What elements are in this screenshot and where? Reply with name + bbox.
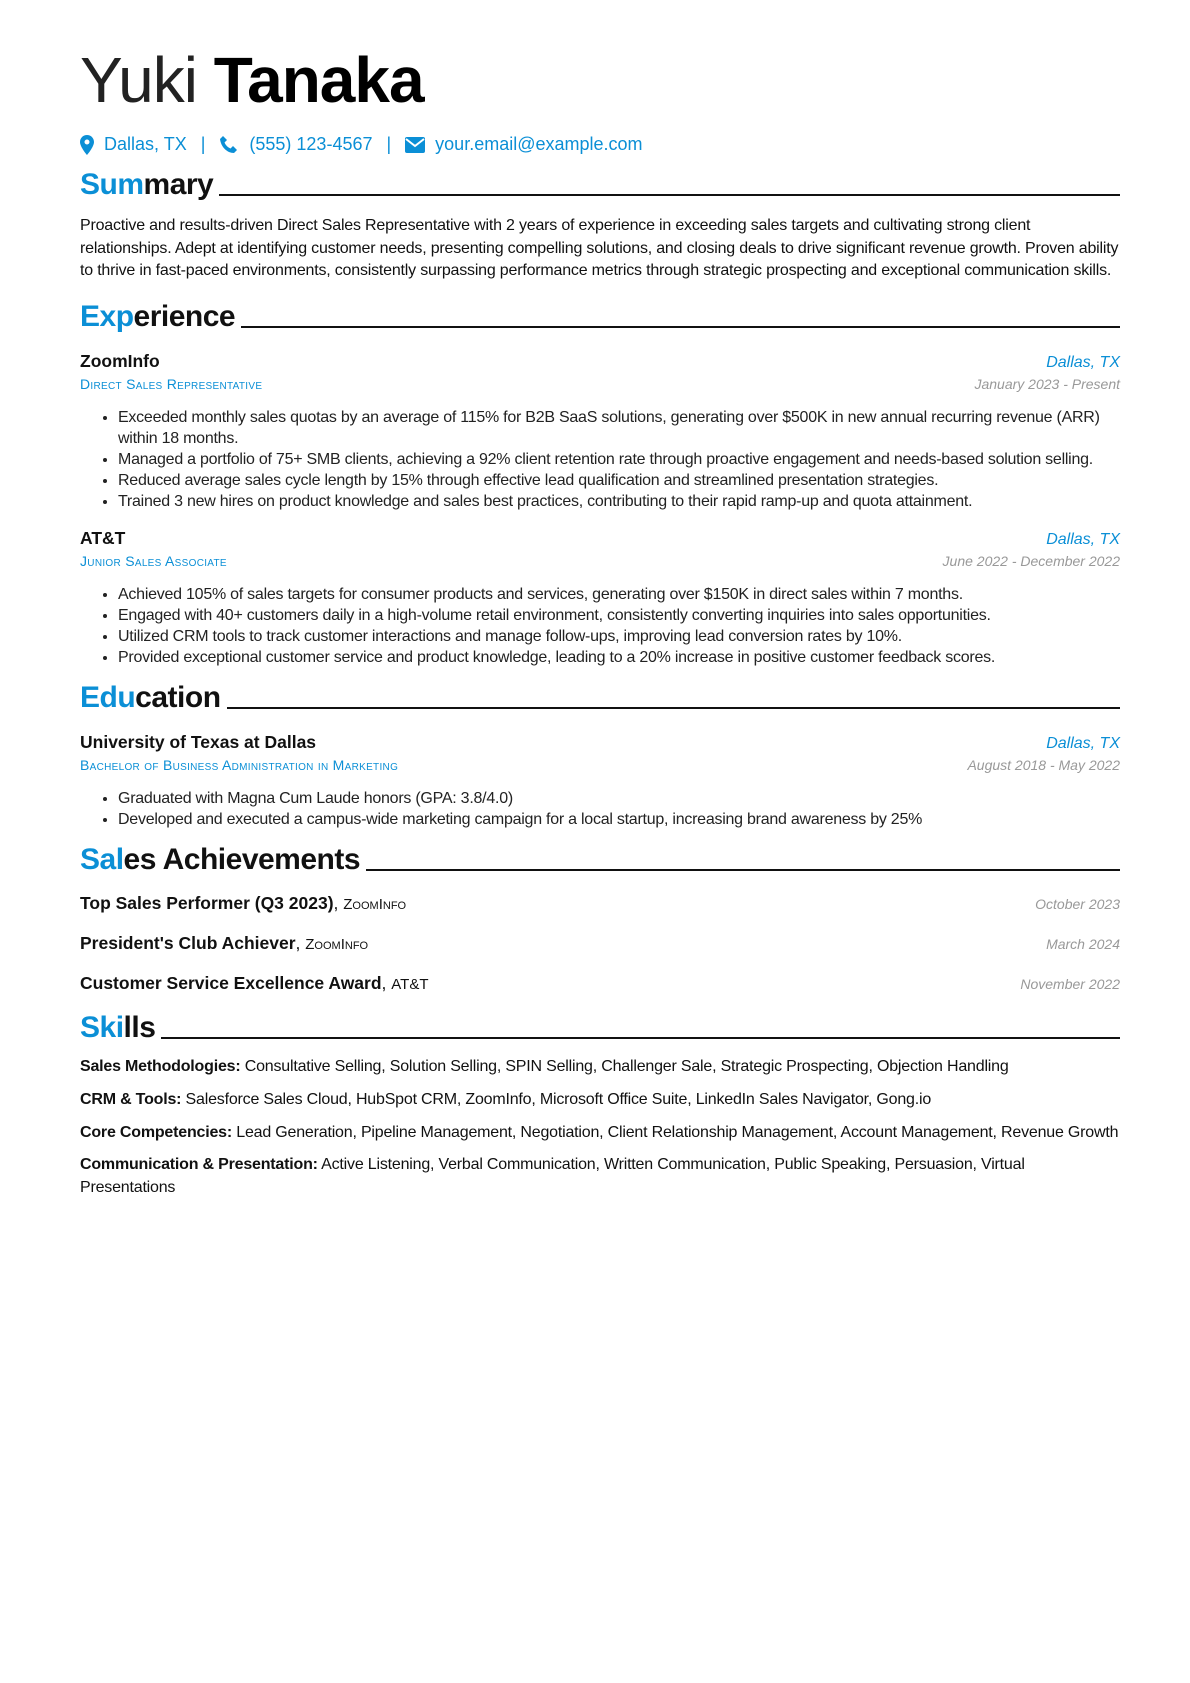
divider <box>227 707 1120 709</box>
divider <box>161 1037 1120 1039</box>
section-achievements-heading: Sales Achievements <box>80 838 1120 878</box>
bullet: • Managed a portfolio of 75+ SMB clients, achieving a 92% client retention rate through proactive engagement and needs-based solution selling. <box>118 449 1120 470</box>
company: AT&T <box>80 528 126 549</box>
company: ZoomInfo <box>80 351 160 372</box>
bullet-list <box>80 407 1120 512</box>
candidate-name: Yuki Tanaka <box>80 44 424 116</box>
contact-row <box>80 134 1120 155</box>
bullet: • Engaged with 40+ customers daily in a high-volume retail environment, consistently converting inquiries into sales opportunities. <box>118 605 1120 626</box>
dates: August 2018 - May 2022 <box>967 757 1120 774</box>
bullet: • Reduced average sales cycle length by 15% through effective lead qualification and streamlined presentation strategies. <box>118 470 1120 491</box>
skill-line: Core Competencies: Lead Generation, Pipeline Management, Negotiation, Client Relationship Management, Account Management, Revenue Growth <box>80 1123 1119 1141</box>
section-summary-heading: Summary <box>80 163 1120 203</box>
bullet: • Developed and executed a campus-wide marketing campaign for a local startup, increasing brand awareness by 25% <box>118 809 1120 830</box>
achievement-item: President's Club Achiever, ZoomInfo March 2024 <box>80 933 1120 954</box>
phone-icon <box>219 135 239 155</box>
education-entry <box>80 730 1120 830</box>
section-experience-heading: Experience <box>80 295 1120 335</box>
bullet: • Graduated with Magna Cum Laude honors (GPA: 3.8/4.0) <box>118 788 1120 809</box>
experience-entry <box>80 349 1120 512</box>
map-pin-icon <box>80 135 94 155</box>
section-skills-heading: Skills <box>80 1006 1120 1046</box>
separator: | <box>386 134 392 154</box>
divider <box>241 326 1120 328</box>
bullet: • Provided exceptional customer service and product knowledge, leading to a 20% increase in positive customer feedback scores. <box>118 647 1120 668</box>
skill-line: CRM & Tools: Salesforce Sales Cloud, HubSpot CRM, ZoomInfo, Microsoft Office Suite, LinkedIn Sales Navigator, Gong.io <box>80 1090 932 1108</box>
divider <box>366 869 1120 871</box>
school: University of Texas at Dallas <box>80 732 317 753</box>
bullet-list <box>80 788 1120 830</box>
location: Dallas, TX <box>1046 531 1120 549</box>
bullet: • Trained 3 new hires on product knowledge and sales best practices, contributing to their rapid ramp-up and quota attainment. <box>118 491 1120 512</box>
phone: (555) 123-4567 <box>249 134 373 154</box>
bullet: • Utilized CRM tools to track customer interactions and manage follow-ups, improving lead conversion rates by 10%. <box>118 626 1120 647</box>
dates: January 2023 - Present <box>974 376 1120 393</box>
location: Dallas, TX <box>104 134 187 154</box>
achievement-item: Top Sales Performer (Q3 2023), ZoomInfo October 2023 <box>80 893 1120 914</box>
degree: Bachelor of Business Administration in Marketing <box>80 757 399 774</box>
bullet: • Exceeded monthly sales quotas by an average of 115% for B2B SaaS solutions, generating over $500K in new annual recurring revenue (ARR) within 18 months. <box>118 407 1120 449</box>
email-link[interactable]: your.email@example.com <box>435 134 643 154</box>
bullet-list <box>80 584 1120 668</box>
dates: June 2022 - December 2022 <box>942 553 1120 570</box>
job-title: Junior Sales Associate <box>80 553 227 570</box>
job-title: Direct Sales Representative <box>80 376 263 393</box>
separator: | <box>200 134 206 154</box>
location: Dallas, TX <box>1046 354 1120 372</box>
experience-entry <box>80 526 1120 668</box>
achievement-item: Customer Service Excellence Award, AT&T November 2022 <box>80 973 1120 994</box>
envelope-icon <box>405 137 425 153</box>
section-education-heading: Education <box>80 676 1120 716</box>
summary-text: Proactive and results-driven Direct Sales Representative with 2 years of experience in exceeding sales targets and cultivating strong client relationships. Adept at identifying customer needs, presenting compelling solutions, and closing deals to drive significant revenue growth. Proven ability to thrive in fast-paced environments, consistently surpassing performance metrics through strategic prospecting and exceptional communication skills. <box>80 217 1119 280</box>
divider <box>219 194 1120 196</box>
resume <box>80 40 1120 1200</box>
skill-line: Sales Methodologies: Consultative Selling, Solution Selling, SPIN Selling, Challenger Sale, Strategic Prospecting, Objection Handling <box>80 1058 1009 1076</box>
skill-line: Communication & Presentation: Active Listening, Verbal Communication, Written Communication, Public Speaking, Persuasion, Virtual Presentations <box>80 1156 1025 1196</box>
location: Dallas, TX <box>1046 735 1120 753</box>
bullet: • Achieved 105% of sales targets for consumer products and services, generating over $150K in direct sales within 7 months. <box>118 584 1120 605</box>
